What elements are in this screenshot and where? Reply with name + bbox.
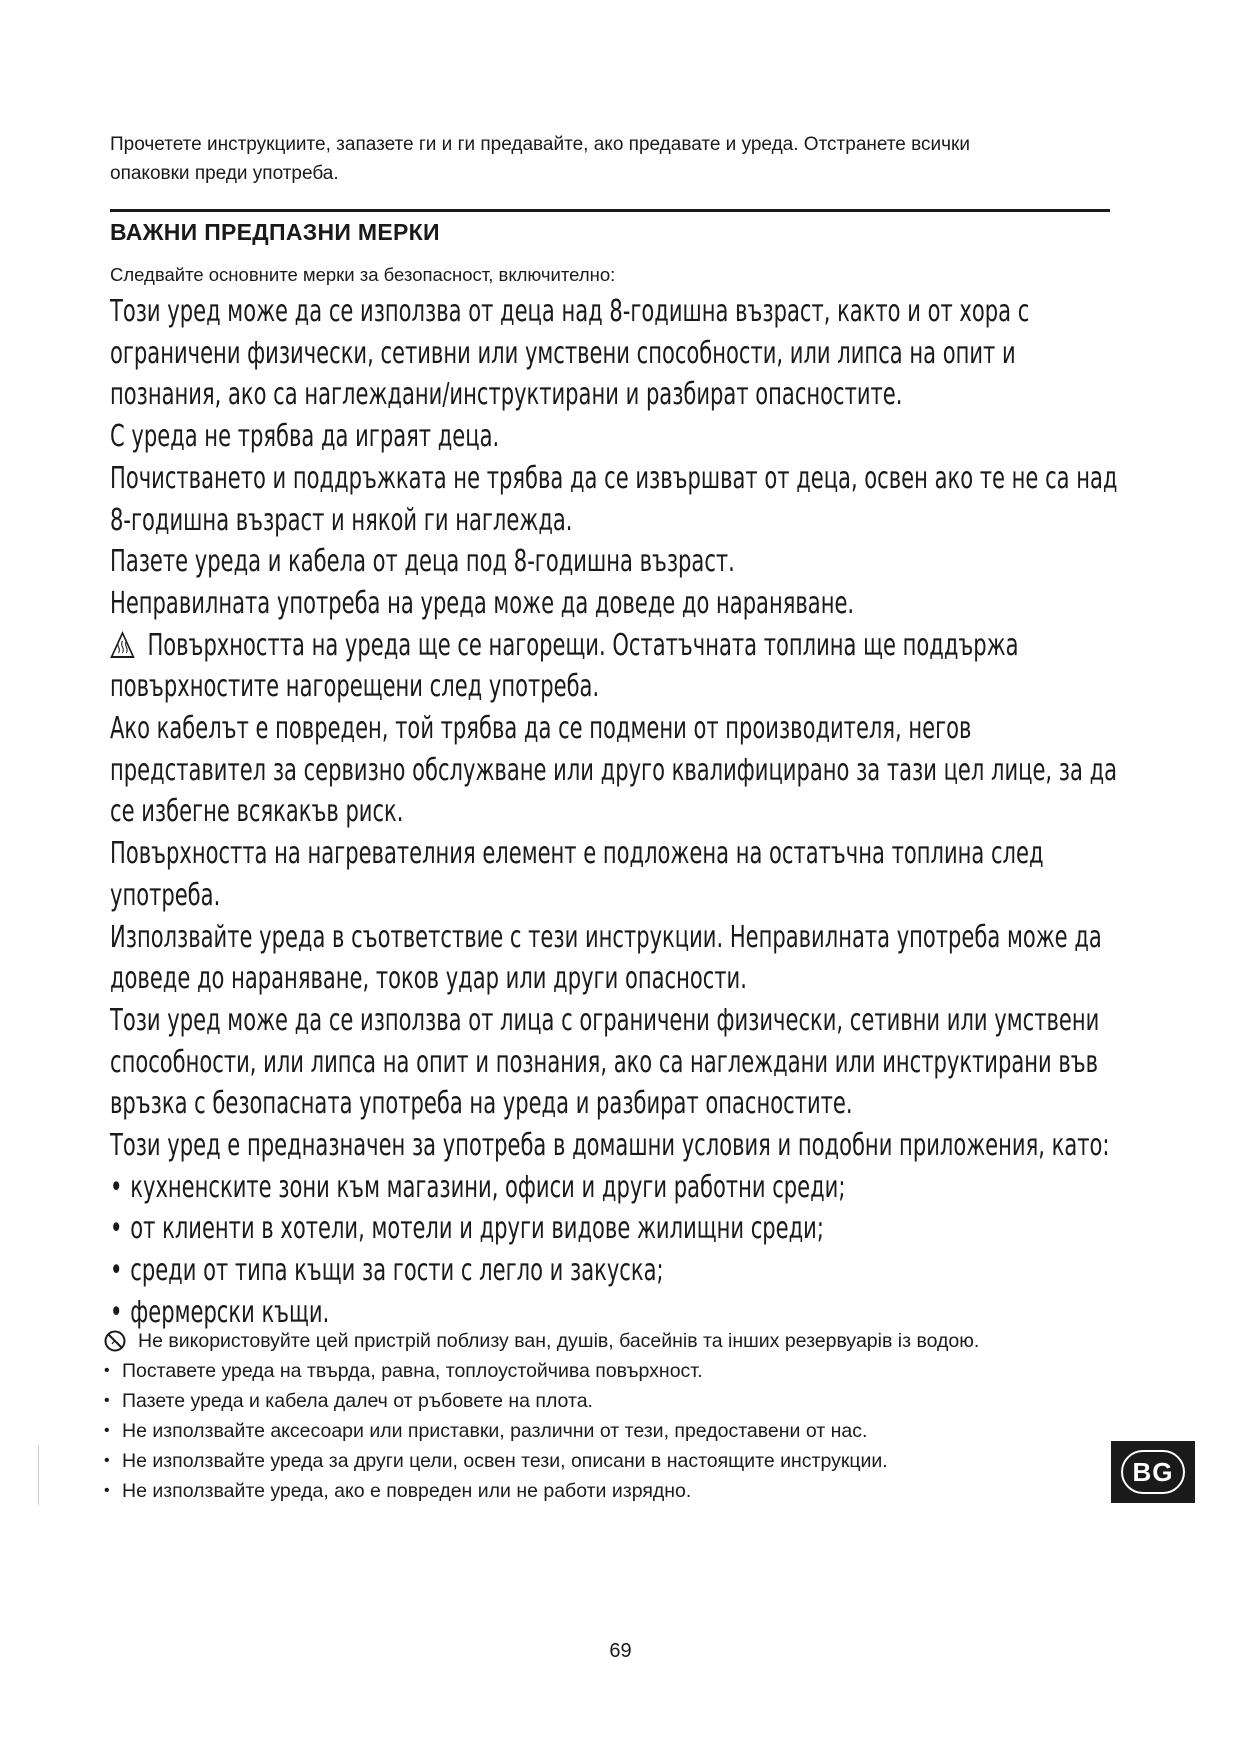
note-text: Не използвайте уреда, ако е повреден или не работи изрядно.: [122, 1480, 692, 1502]
bullet-icon: •: [104, 1422, 110, 1439]
section-heading: ВАЖНИ ПРЕДПАЗНИ МЕРКИ: [110, 219, 440, 245]
list-item: [110, 1167, 1124, 1209]
warning-item: Ако кабелът е повреден, той трябва да се подмени от производителя, негов представител за сервизно обслужване или друго квалифицирано за тази цел лице, за да се избегне всякакъв риск.: [110, 711, 1118, 830]
hot-surface-warning-icon: [110, 629, 135, 657]
warning-item: Този уред е предназначен за употреба в домашни условия и подобни приложения, като:: [110, 1128, 1110, 1164]
warning-item: Този уред може да се използва от лица с ограничени физически, сетивни или умствени способности, или липса на опит и познания, ако са наглеждани или инструктирани във връзка с безопасната употреба на уреда и разбират опасностите.: [110, 1002, 1100, 1122]
list-item: [104, 1446, 1104, 1476]
note-text: Пазете уреда и кабела далеч от ръбовете на плота.: [122, 1390, 593, 1412]
list-item-text: среди от типа къщи за гости с легло и закуска;: [130, 1253, 664, 1289]
note-text: Поставете уреда на твърда, равна, топлоустойчива повърхност.: [122, 1360, 703, 1382]
note-text: Не използвайте уреда за други цели, освен тези, описани в настоящите инструкции.: [122, 1450, 888, 1472]
warnings-list: [110, 291, 1124, 1334]
bullet-icon: •: [110, 1253, 123, 1289]
note-prohibit: [104, 1326, 1104, 1356]
intro-text: [110, 130, 1110, 188]
note-text: Не използвайте аксесоари или приставки, различни от тези, предоставени от нас.: [122, 1420, 868, 1442]
intro-line: Прочетете инструкциите, запазете ги и ги предавайте, ако предавате и уреда. Отстранете всички: [110, 134, 970, 155]
bullet-icon: •: [104, 1482, 110, 1499]
warning-item: Повърхността на нагревателния елемент е подложена на остатъчна топлина след употреба.: [110, 836, 1044, 913]
margin-line: [38, 1445, 39, 1505]
warning-item: Пазете уреда и кабела от деца под 8-годишна възраст.: [110, 544, 735, 580]
note-text: Не використовуйте цей пристрій поблизу ван, душів, басейнів та інших резервуарів із водою.: [138, 1330, 980, 1352]
warning-item: С уреда не трябва да играят деца.: [110, 419, 500, 455]
bullet-icon: •: [110, 1211, 123, 1247]
intro-line: опаковки преди употреба.: [110, 163, 339, 184]
list-item: [110, 1208, 1124, 1250]
no-water-prohibition-icon: [104, 1330, 126, 1352]
warning-item: Използвайте уреда в съответствие с тези инструкции. Неправилната употреба може да доведе до нараняване, токов удар или други опасности.: [110, 919, 1102, 997]
warning-item: Този уред може да се използва от деца над 8-годишна възраст, както и от хора с ограничени физически, сетивни или умствени способности, или липса на опит и познания, ако са наглеждани/инструктирани и разбират опасностите.: [110, 294, 1030, 413]
warning-item-hot-surface: [110, 625, 1124, 708]
section-subheading: Следвайте основните мерки за безопасност, включително:: [110, 264, 616, 285]
language-badge: [1111, 1441, 1195, 1503]
section-divider: [110, 209, 1110, 212]
warning-item: Почистването и поддръжката не трябва да се извършват от деца, освен ако те не са над 8-годишна възраст и някой ги наглежда.: [110, 460, 1118, 538]
bullet-icon: •: [104, 1392, 110, 1409]
bullet-icon: •: [104, 1362, 110, 1379]
notes-list: [104, 1326, 1104, 1506]
warning-item: Неправилната употреба на уреда може да доведе до нараняване.: [110, 585, 855, 621]
list-item: [104, 1476, 1104, 1506]
bullet-icon: •: [110, 1169, 123, 1205]
list-item: [104, 1356, 1104, 1386]
list-item-text: фермерски къщи.: [130, 1294, 330, 1330]
language-badge-label: BG: [1121, 1450, 1185, 1494]
bullet-icon: •: [110, 1294, 123, 1330]
list-item: [104, 1386, 1104, 1416]
warning-text: Повърхността на уреда ще се нагорещи. Остатъчната топлина ще поддържа повърхностите нагорещени след употреба.: [110, 627, 1019, 705]
bullet-icon: •: [104, 1452, 110, 1469]
page-number: 69: [609, 1640, 632, 1662]
list-item-text: кухненските зони към магазини, офиси и други работни среди;: [130, 1169, 846, 1205]
list-item: [110, 1250, 1124, 1292]
list-item-text: от клиенти в хотели, мотели и други видове жилищни среди;: [130, 1211, 824, 1247]
list-item: [104, 1416, 1104, 1446]
